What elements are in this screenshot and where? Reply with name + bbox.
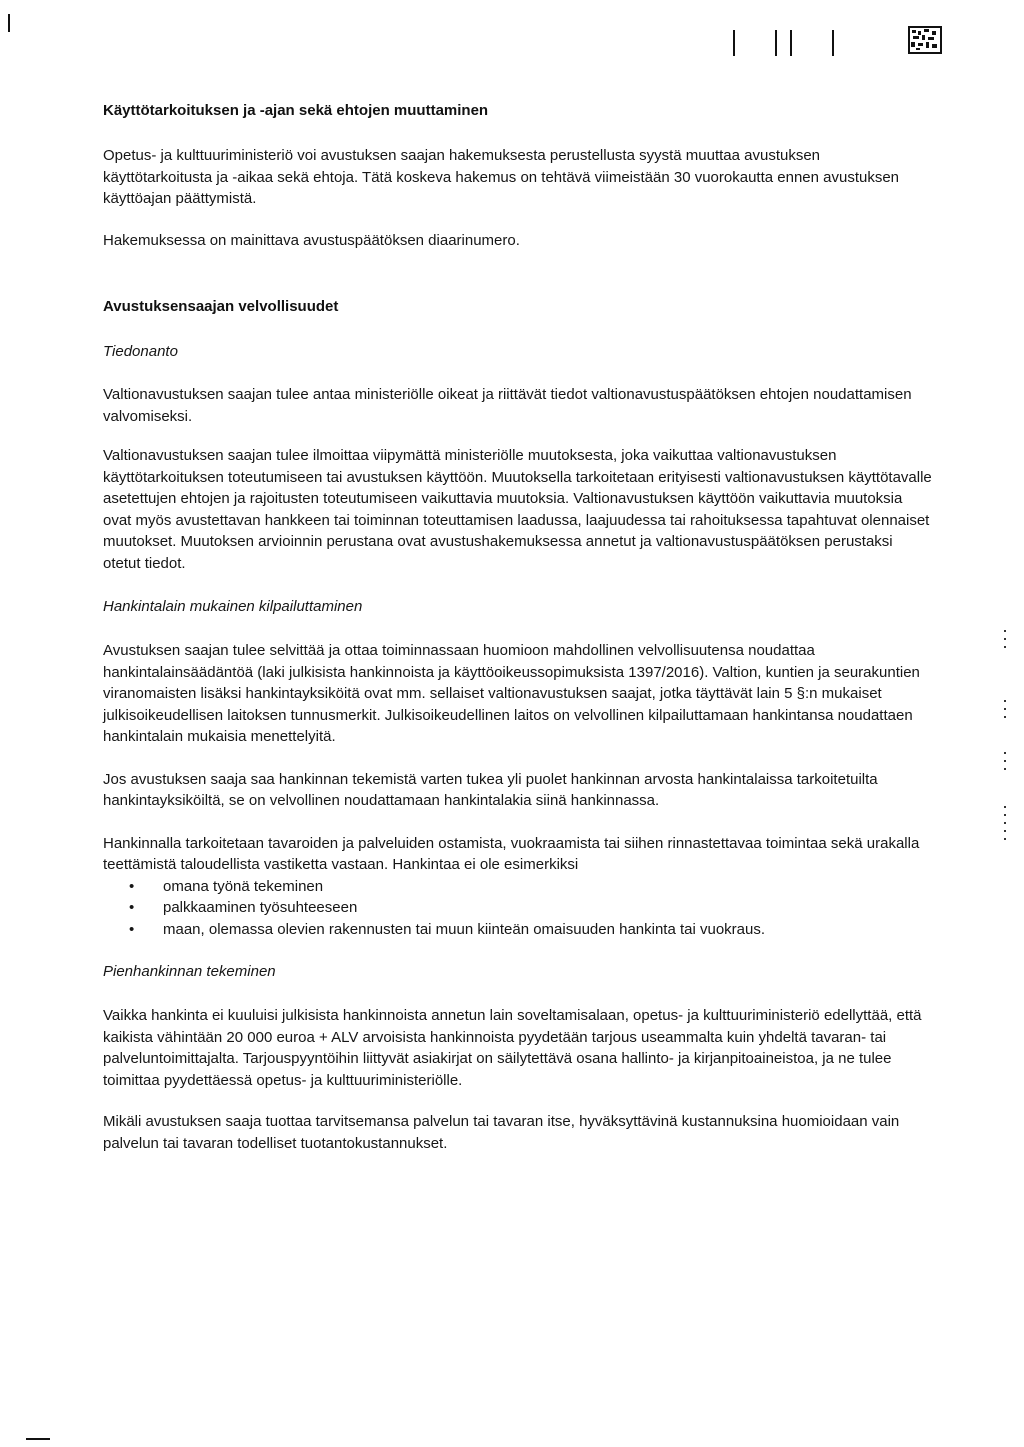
section-heading: Käyttötarkoituksen ja -ajan sekä ehtojen muuttaminen [103, 102, 489, 119]
bullet-list [103, 876, 933, 941]
margin-dots [1004, 700, 1006, 724]
paragraph: Avustuksen saajan tulee selvittää ja ottaa toiminnassaan huomioon mahdollinen velvollisuutensa noudattaa hankintalainsäädäntöä (laki julkisista hankinnoista ja käyttöoikeussopimuksista 1397/2016). Valtion, kuntien ja seurakuntien viranomaisten lisäksi hankintayksiköitä ovat mm. sellaiset valtionavustuksen saajat, jotka täyttävät lain 5 §:n mukaiset julkisoikeudellisen laitoksen tunnusmerkit. Julkisoikeudellinen laitos on velvollinen kilpailuttamaan hankintansa noudattaen hankintalain mukaisia menettelyitä. [103, 642, 920, 745]
paragraph: Jos avustuksen saaja saa hankinnan tekemistä varten tukea yli puolet hankinnan arvosta hankintalaissa tarkoitetuilta hankintayksiköiltä, se on velvollinen noudattamaan hankintalakia siinä hankinnassa. [103, 770, 878, 809]
barcode-bar [832, 30, 834, 56]
paragraph: Valtionavustuksen saajan tulee antaa ministeriölle oikeat ja riittävät tiedot valtionavustuspäätöksen ehtojen noudattamisen valvomiseksi. [103, 386, 912, 425]
scan-edge-mark [26, 1438, 50, 1440]
margin-dots [1004, 630, 1006, 654]
subheading: Hankintalain mukainen kilpailuttaminen [103, 598, 363, 615]
subheading: Pienhankinnan tekeminen [103, 963, 276, 980]
margin-dots [1004, 806, 1006, 846]
section-heading: Avustuksensaajan velvollisuudet [103, 298, 339, 315]
paragraph: Hankinnalla tarkoitetaan tavaroiden ja palveluiden ostamista, vuokraamista tai siihen rinnastettavaa toimintaa sekä urakalla teettämistä taloudellista vastiketta vastaan. Hankintaa ei ole esimerkiksi [103, 834, 920, 873]
list-item: • omana työnä tekeminen [103, 876, 933, 898]
paragraph: Opetus- ja kulttuuriministeriö voi avustuksen saajan hakemuksesta perustellusta syystä muuttaa avustuksen käyttötarkoitusta ja -aikaa sekä ehtoja. Tätä koskeva hakemus on tehtävä viimeistään 30 vuorokautta ennen avustuksen käyttöajan päättymistä. [103, 147, 900, 207]
qr-code-icon [908, 26, 942, 54]
subheading: Tiedonanto [103, 343, 178, 360]
barcode-bar [790, 30, 792, 56]
list-item: • maan, olemassa olevien rakennusten tai muun kiinteän omaisuuden hankinta tai vuokraus. [103, 919, 933, 941]
paragraph: Vaikka hankinta ei kuuluisi julkisista hankinnoista annetun lain soveltamisalaan, opetus- ja kulttuuriministeriö edellyttää, että kaikista vähintään 20 000 euroa + ALV arvoisista hankinnoista pyydetään tarjous useammalta kuin yhdeltä tavaran- tai palveluntoimittajalta. Tarjouspyyntöihin liittyvät asiakirjat on säilytettävä osana hallinto- ja kirjanpitoaineistoa, ja ne tulee toimittaa pyydettäessä opetus- ja kulttuuriministeriölle. [103, 1007, 922, 1089]
paragraph: Hakemuksessa on mainittava avustuspäätöksen diaarinumero. [103, 231, 520, 249]
paragraph: Mikäli avustuksen saaja tuottaa tarvitsemansa palvelun tai tavaran itse, hyväksyttävinä kustannuksina huomioidaan vain palvelun tai tavaran todelliset tuotantokustannukset. [103, 1113, 900, 1152]
barcode-bar [775, 30, 777, 56]
margin-dots [1004, 752, 1006, 776]
scan-edge-mark [8, 14, 10, 32]
barcode-bar [733, 30, 735, 56]
paragraph: Valtionavustuksen saajan tulee ilmoittaa viipymättä ministeriölle muutoksesta, joka vaikuttaa valtionavustuksen käyttötarkoituksen toteutumiseen tai avustuksen käyttöön. Muutoksella tarkoitetaan erityisesti valtionavustuksen käyttötavalle asetettujen ehtojen ja rajoitusten toteutumiseen vaikuttavia muutoksia. Valtionavustuksen käyttöön vaikuttavia muutoksia ovat myös avustettavan hankkeen tai toiminnan toteuttamisen laadussa, laajuudessa tai rahoituksessa tapahtuvat olennaiset muutokset. Muutoksen arvioinnin perustana ovat avustushakemuksessa annetut ja valtionavustuspäätöksen perustaksi otetut tiedot. [103, 447, 932, 572]
list-item: • palkkaaminen työsuhteeseen [103, 897, 933, 919]
document-body [103, 100, 933, 1154]
